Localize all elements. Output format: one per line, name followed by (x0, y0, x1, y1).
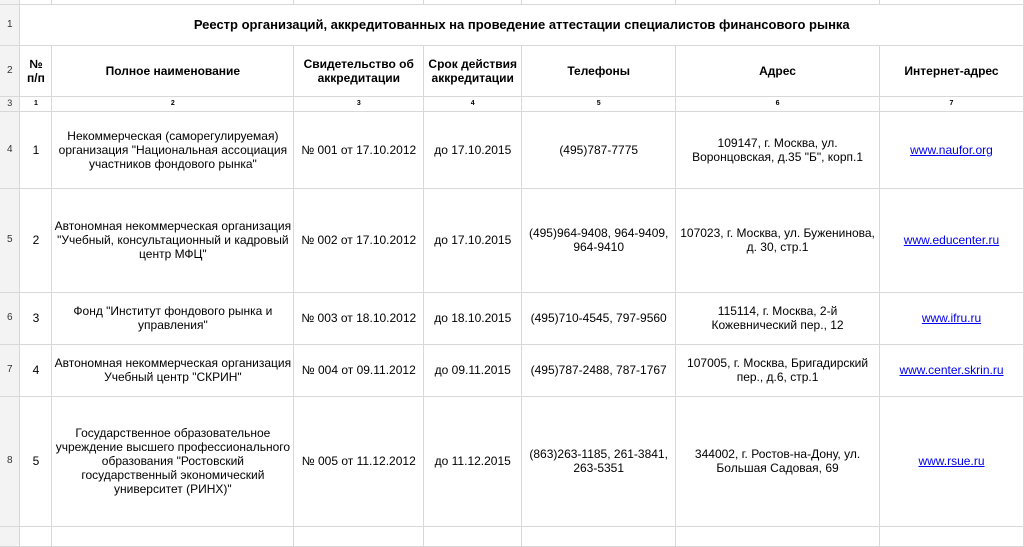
header-cert[interactable]: Свидетельство об аккредитации (294, 45, 424, 96)
col-number[interactable]: 5 (522, 96, 676, 111)
cell-cert[interactable]: № 002 от 17.10.2012 (294, 188, 424, 292)
cell-address[interactable]: 115114, г. Москва, 2-й Кожевнический пер., 12 (676, 292, 880, 344)
cell-name[interactable]: Государственное образовательное учреждение высшего профессионального образования "Ростовский государственный экономический университет (РИНХ)" (52, 396, 294, 526)
cell-web[interactable] (879, 344, 1023, 396)
header-web[interactable]: Интернет-адрес (879, 45, 1023, 96)
cell-no[interactable]: 4 (20, 344, 52, 396)
cell-phones[interactable]: (495)787-2488, 787-1767 (522, 344, 676, 396)
sheet-title[interactable]: Реестр организаций, аккредитованных на проведение аттестации специалистов финансового рынка (20, 4, 1024, 45)
cell-cert[interactable]: № 005 от 11.12.2012 (294, 396, 424, 526)
web-link[interactable]: www.educenter.ru (903, 233, 1000, 247)
row-header-8[interactable]: 8 (0, 396, 20, 526)
cell-phones[interactable]: (495)964-9408, 964-9409, 964-9410 (522, 188, 676, 292)
cell-cert[interactable]: № 004 от 09.11.2012 (294, 344, 424, 396)
row-header-3[interactable]: 3 (0, 96, 20, 111)
web-link[interactable]: www.ifru.ru (921, 311, 982, 325)
col-number[interactable]: 1 (20, 96, 52, 111)
cell-address[interactable]: 109147, г. Москва, ул. Воронцовская, д.35 "Б", корп.1 (676, 111, 880, 188)
cell-no[interactable]: 1 (20, 111, 52, 188)
cell-address[interactable]: 107005, г. Москва, Бригадирский пер., д.6, стр.1 (676, 344, 880, 396)
header-address[interactable]: Адрес (676, 45, 880, 96)
cell-term[interactable]: до 17.10.2015 (424, 111, 522, 188)
col-number[interactable]: 6 (676, 96, 880, 111)
row-header-2[interactable]: 2 (0, 45, 20, 96)
cell-phones[interactable]: (495)787-7775 (522, 111, 676, 188)
row-header-5[interactable]: 5 (0, 188, 20, 292)
web-link[interactable]: www.center.skrin.ru (899, 363, 1004, 377)
col-number[interactable]: 3 (294, 96, 424, 111)
cell-web[interactable] (879, 188, 1023, 292)
cell-cert[interactable]: № 001 от 17.10.2012 (294, 111, 424, 188)
cell-no[interactable]: 2 (20, 188, 52, 292)
header-name[interactable]: Полное наименование (52, 45, 294, 96)
header-term[interactable]: Срок действия аккредитации (424, 45, 522, 96)
cell-address[interactable]: 107023, г. Москва, ул. Буженинова, д. 30, стр.1 (676, 188, 880, 292)
row-header-7[interactable]: 7 (0, 344, 20, 396)
cell-name[interactable]: Некоммерческая (саморегулируемая) организация "Национальная ассоциация участников фондового рынка" (52, 111, 294, 188)
row-header-1[interactable]: 1 (0, 4, 20, 45)
cell-name[interactable]: Автономная некоммерческая организация "Учебный, консультационный и кадровый центр МФЦ" (52, 188, 294, 292)
cell-name[interactable]: Автономная некоммерческая организация Учебный центр "СКРИН" (52, 344, 294, 396)
cell-name[interactable]: Фонд "Институт фондового рынка и управления" (52, 292, 294, 344)
cell-web[interactable] (879, 111, 1023, 188)
cell-address[interactable]: 344002, г. Ростов-на-Дону, ул. Большая Садовая, 69 (676, 396, 880, 526)
header-no[interactable]: № п/п (20, 45, 52, 96)
cell-web[interactable] (879, 396, 1023, 526)
cell-phones[interactable]: (495)710-4545, 797-9560 (522, 292, 676, 344)
cell-term[interactable]: до 17.10.2015 (424, 188, 522, 292)
col-number[interactable]: 2 (52, 96, 294, 111)
row-header-4[interactable]: 4 (0, 111, 20, 188)
row-header-6[interactable]: 6 (0, 292, 20, 344)
cell-cert[interactable]: № 003 от 18.10.2012 (294, 292, 424, 344)
cell-term[interactable]: до 18.10.2015 (424, 292, 522, 344)
web-link[interactable]: www.rsue.ru (918, 454, 985, 468)
cell-no[interactable]: 5 (20, 396, 52, 526)
cell-web[interactable] (879, 292, 1023, 344)
cell-term[interactable]: до 11.12.2015 (424, 396, 522, 526)
row-header-9[interactable] (0, 526, 20, 546)
header-phones[interactable]: Телефоны (522, 45, 676, 96)
col-number[interactable]: 7 (879, 96, 1023, 111)
cell-no[interactable]: 3 (20, 292, 52, 344)
cell-phones[interactable]: (863)263-1185, 261-3841, 263-5351 (522, 396, 676, 526)
col-number[interactable]: 4 (424, 96, 522, 111)
cell-term[interactable]: до 09.11.2015 (424, 344, 522, 396)
web-link[interactable]: www.naufor.org (910, 142, 993, 157)
